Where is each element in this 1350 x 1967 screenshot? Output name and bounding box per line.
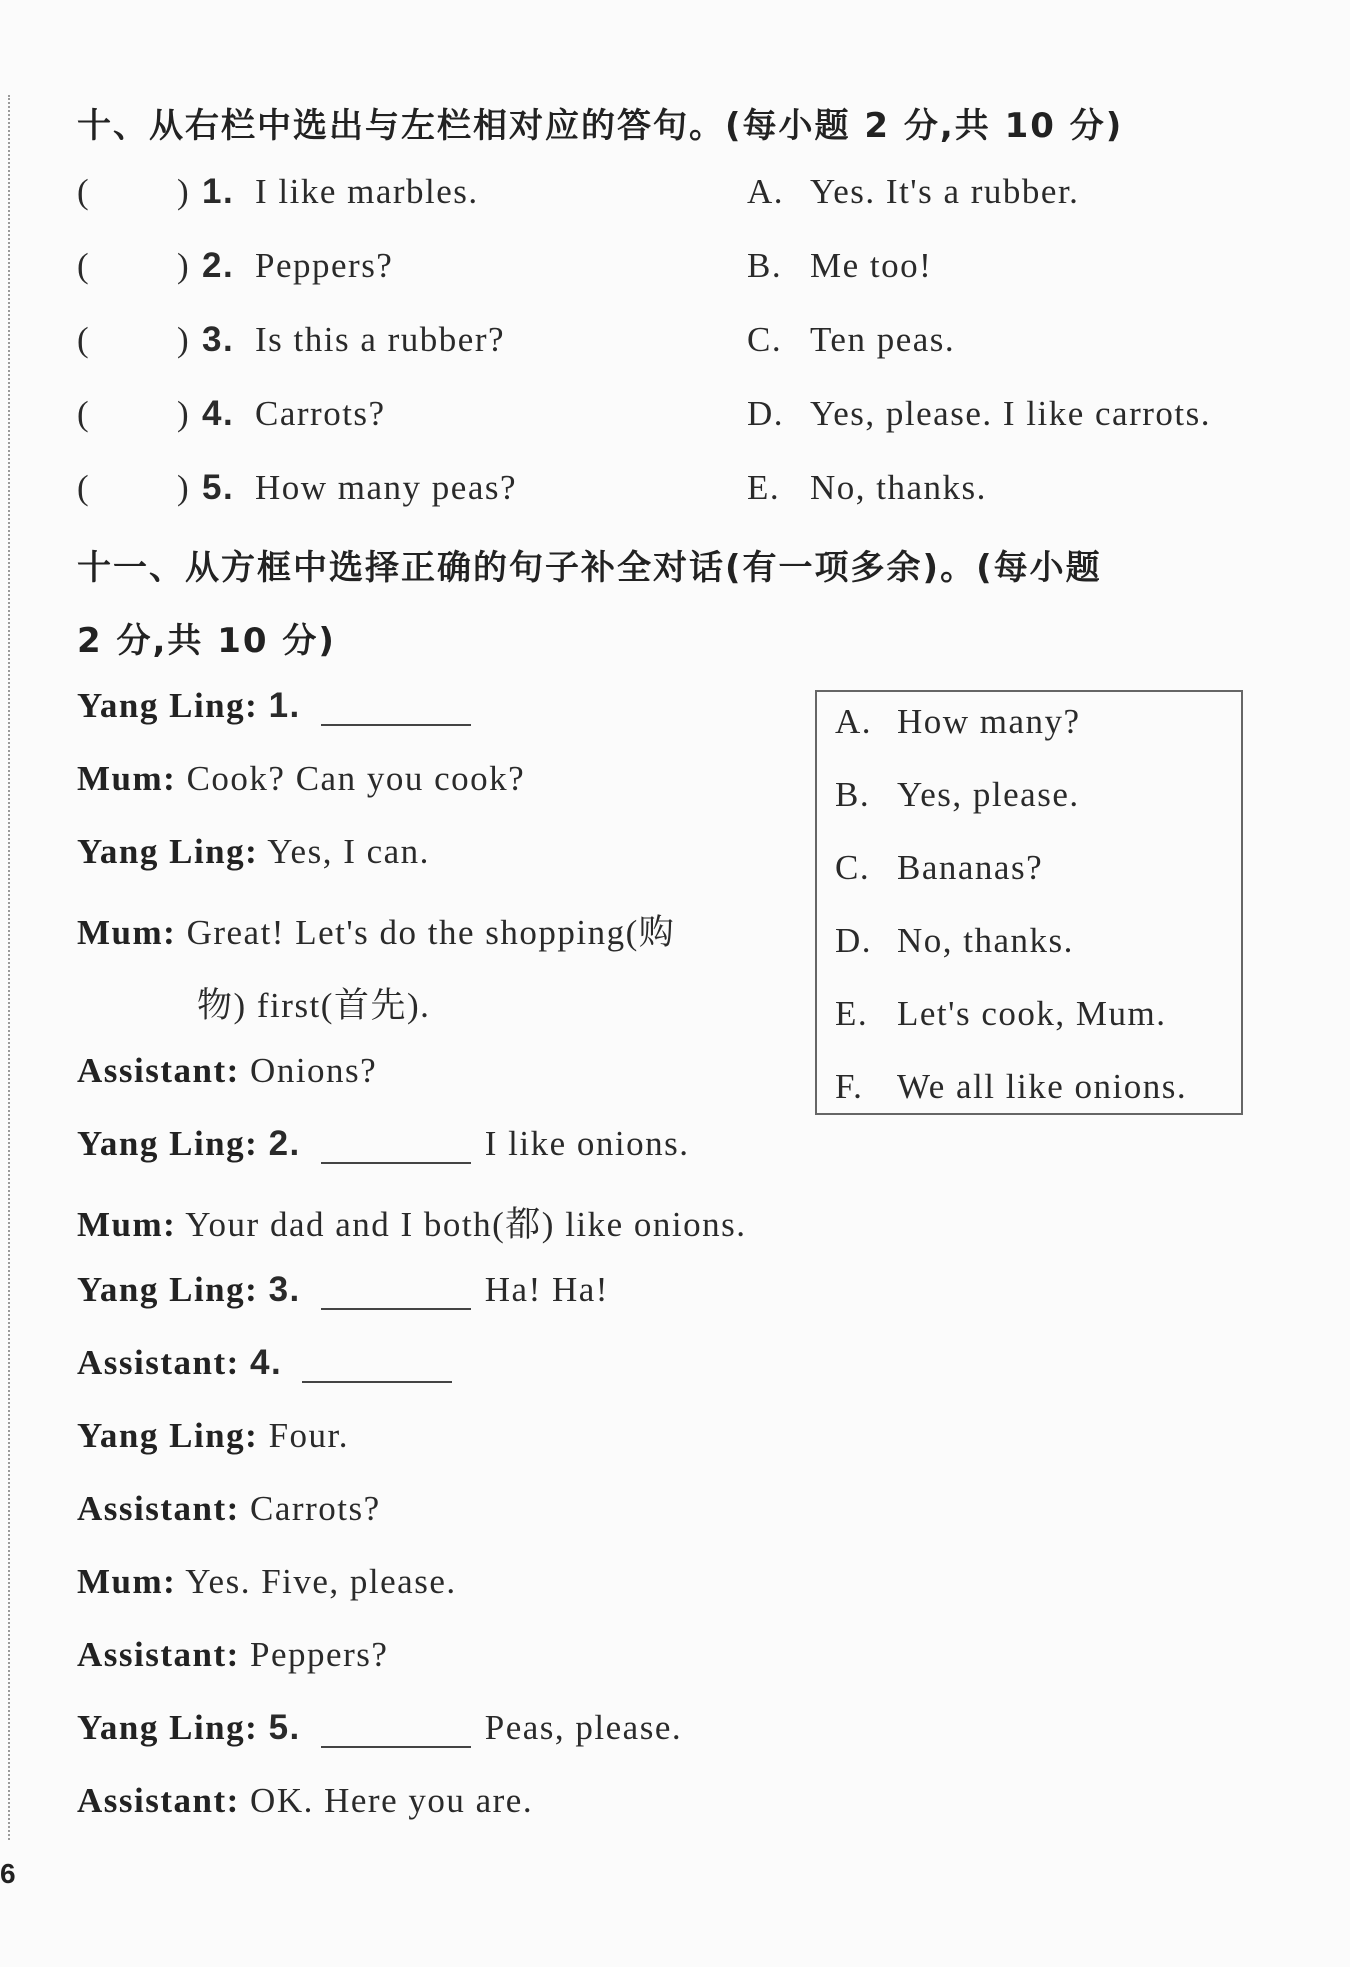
- option-text: No, thanks.: [897, 921, 1074, 960]
- option-item: [835, 921, 1074, 961]
- line-text: Four.: [268, 1416, 350, 1455]
- speaker: Assistant:: [77, 1051, 240, 1090]
- speaker: Yang Ling:: [77, 1416, 259, 1455]
- blank-number: 3.: [268, 1270, 301, 1309]
- answer-letter: B.: [747, 246, 783, 285]
- answer-paren-open[interactable]: (: [77, 246, 91, 285]
- dialogue-line: [77, 1708, 682, 1758]
- dialogue-line: [77, 1124, 690, 1174]
- dialogue-line: [77, 1562, 457, 1612]
- dialogue-line: [77, 1489, 381, 1539]
- answer-paren-open[interactable]: (: [77, 172, 91, 211]
- option-text: Bananas?: [897, 848, 1044, 887]
- options-box: [815, 690, 1243, 1115]
- option-text: Let's cook, Mum.: [897, 994, 1167, 1033]
- dialogue-line: [77, 1197, 747, 1247]
- answer-paren-close: ): [177, 468, 191, 507]
- dialogue-line: [77, 1781, 533, 1831]
- dialogue-line: [77, 905, 675, 955]
- match-row: [77, 172, 1277, 222]
- question-number: 5.: [202, 468, 235, 507]
- answer-paren-close: ): [177, 394, 191, 433]
- dialogue-line: [77, 686, 485, 736]
- dialogue-line: [77, 1051, 377, 1101]
- question-text: How many peas?: [255, 468, 518, 507]
- speaker: Mum:: [77, 913, 177, 952]
- answer-text: No, thanks.: [810, 468, 987, 507]
- section-10-title: 十、从右栏中选出与左栏相对应的答句。(每小题 2 分,共 10 分): [77, 106, 1124, 146]
- answer-paren-close: ): [177, 172, 191, 211]
- answer-letter: E.: [747, 468, 781, 507]
- answer-paren-close: ): [177, 246, 191, 285]
- option-letter: B.: [835, 775, 871, 814]
- question-number: 2.: [202, 246, 235, 285]
- line-text: Ha! Ha!: [484, 1270, 609, 1309]
- line-text: Peas, please.: [484, 1708, 683, 1747]
- question-number: 4.: [202, 394, 235, 433]
- speaker: Assistant:: [77, 1343, 240, 1382]
- blank-number: 1.: [268, 686, 301, 725]
- answer-letter: D.: [747, 394, 785, 433]
- speaker: Mum:: [77, 1205, 177, 1244]
- speaker: Yang Ling:: [77, 1124, 259, 1163]
- dialogue-line: [77, 759, 525, 809]
- answer-blank[interactable]: [321, 1272, 471, 1310]
- option-text: We all like onions.: [897, 1067, 1188, 1106]
- speaker: Assistant:: [77, 1489, 240, 1528]
- match-row: [77, 320, 1277, 370]
- line-text: Yes. Five, please.: [185, 1562, 457, 1601]
- answer-text: Yes. It's a rubber.: [810, 172, 1080, 211]
- option-letter: C.: [835, 848, 871, 887]
- dialogue-line: [77, 1416, 349, 1466]
- blank-number: 4.: [250, 1343, 283, 1382]
- blank-number: 5.: [268, 1708, 301, 1747]
- dialogue-line: [77, 832, 430, 882]
- question-number: 3.: [202, 320, 235, 359]
- dialogue-line: [77, 1270, 609, 1320]
- speaker: Assistant:: [77, 1635, 240, 1674]
- dialogue-line: [77, 1635, 388, 1685]
- section-11-title-cont: 2 分,共 10 分): [77, 621, 336, 661]
- question-text: I like marbles.: [255, 172, 479, 211]
- dialogue-line: [77, 1343, 466, 1393]
- speaker: Mum:: [77, 759, 177, 798]
- option-text: Yes, please.: [897, 775, 1080, 814]
- section-11-title: 十一、从方框中选择正确的句子补全对话(有一项多余)。(每小题: [77, 548, 1102, 588]
- speaker: Yang Ling:: [77, 832, 259, 871]
- speaker: Assistant:: [77, 1781, 240, 1820]
- option-item: [835, 1067, 1187, 1107]
- option-letter: F.: [835, 1067, 864, 1106]
- answer-blank[interactable]: [321, 1710, 471, 1748]
- answer-blank[interactable]: [321, 688, 471, 726]
- speaker: Yang Ling:: [77, 686, 259, 725]
- option-item: [835, 848, 1043, 888]
- line-text: Peppers?: [250, 1635, 389, 1674]
- answer-text: Ten peas.: [810, 320, 956, 359]
- question-number: 1.: [202, 172, 235, 211]
- option-item: [835, 702, 1081, 742]
- answer-paren-open[interactable]: (: [77, 394, 91, 433]
- blank-number: 2.: [268, 1124, 301, 1163]
- answer-paren-open[interactable]: (: [77, 468, 91, 507]
- option-item: [835, 775, 1080, 815]
- answer-paren-open[interactable]: (: [77, 320, 91, 359]
- match-row: [77, 468, 1277, 518]
- margin-dotted-line: [8, 95, 10, 1840]
- option-text: How many?: [897, 702, 1081, 741]
- line-text: Onions?: [250, 1051, 378, 1090]
- question-text: Is this a rubber?: [255, 320, 506, 359]
- speaker: Mum:: [77, 1562, 177, 1601]
- match-row: [77, 246, 1277, 296]
- line-text: I like onions.: [484, 1124, 690, 1163]
- dialogue-line-continued: 物) first(首先).: [197, 986, 431, 1025]
- question-text: Carrots?: [255, 394, 386, 433]
- line-text: Cook? Can you cook?: [186, 759, 526, 798]
- answer-blank[interactable]: [321, 1126, 471, 1164]
- answer-letter: C.: [747, 320, 783, 359]
- answer-letter: A.: [747, 172, 785, 211]
- option-letter: D.: [835, 921, 873, 960]
- answer-paren-close: ): [177, 320, 191, 359]
- speaker: Yang Ling:: [77, 1708, 259, 1747]
- question-text: Peppers?: [255, 246, 394, 285]
- answer-blank[interactable]: [302, 1345, 452, 1383]
- option-letter: E.: [835, 994, 869, 1033]
- line-text: Your dad and I both(都) like onions.: [185, 1205, 747, 1244]
- line-text: Yes, I can.: [267, 832, 430, 871]
- speaker: Yang Ling:: [77, 1270, 259, 1309]
- line-text: Carrots?: [250, 1489, 381, 1528]
- answer-text: Yes, please. I like carrots.: [810, 394, 1211, 433]
- option-letter: A.: [835, 702, 873, 741]
- page-number: 6: [0, 1858, 16, 1889]
- match-row: [77, 394, 1277, 444]
- line-text: OK. Here you are.: [250, 1781, 534, 1820]
- line-text: Great! Let's do the shopping(购: [186, 913, 676, 952]
- option-item: [835, 994, 1166, 1034]
- answer-text: Me too!: [810, 246, 933, 285]
